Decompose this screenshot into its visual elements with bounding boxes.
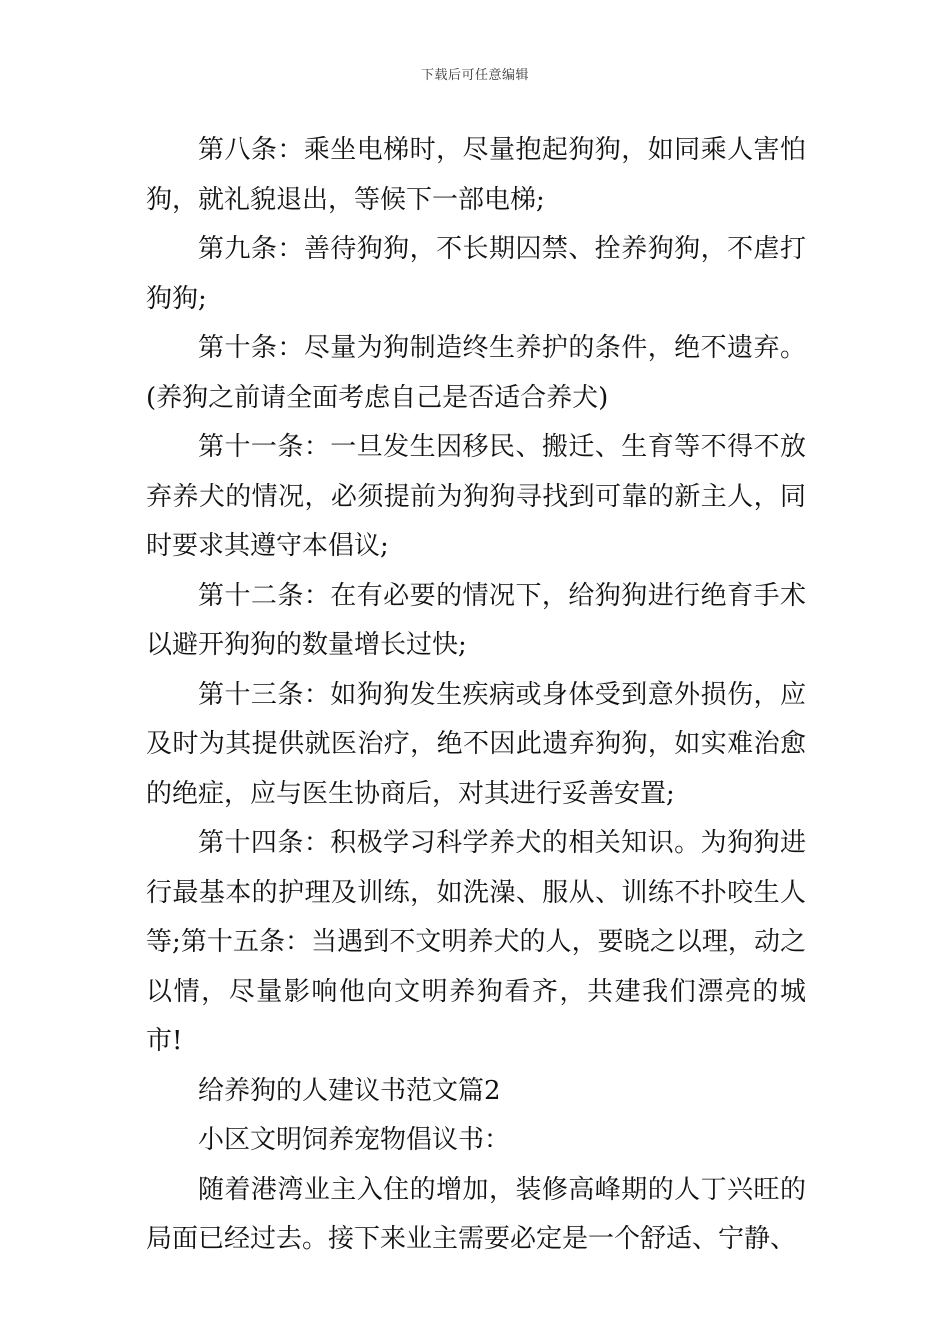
paragraph-intro: 随着港湾业主入住的增加，装修高峰期的人丁兴旺的局面已经过去。接下来业主需要必定是一个舒适、宁静、 <box>146 1174 806 1254</box>
paragraph-article-13: 第十三条：如狗狗发生疾病或身体受到意外损伤，应及时为其提供就医治疗，绝不因此遗弃狗狗，如实难治愈的绝症，应与医生协商后，对其进行妥善安置; <box>146 679 806 809</box>
page-header: 下载后可任意编辑 <box>420 68 529 83</box>
section-heading: 给养狗的人建议书范文篇2 <box>198 1075 501 1106</box>
paragraph-article-12: 第十二条：在有必要的情况下，给狗狗进行绝育手术以避开狗狗的数量增长过快; <box>146 580 806 660</box>
document-body <box>146 126 806 1265</box>
paragraph-article-14-15: 第十四条：积极学习科学养犬的相关知识。为狗狗进行最基本的护理及训练，如洗澡、服从、训练不扑咬生人等;第十五条：当遇到不文明养犬的人，要晓之以理，动之以情，尽量影响他向文明养狗看齐，共建我们漂亮的城市! <box>146 828 806 1056</box>
paragraph-article-10: 第十条：尽量为狗制造终生养护的条件，绝不遗弃。(养狗之前请全面考虑自己是否适合养犬) <box>146 333 806 413</box>
paragraph-article-8: 第八条：乘坐电梯时，尽量抱起狗狗，如同乘人害怕狗，就礼貌退出，等候下一部电梯; <box>146 135 806 215</box>
proposal-title: 小区文明饲养宠物倡议书： <box>198 1125 511 1155</box>
paragraph-article-11: 第十一条：一旦发生因移民、搬迁、生育等不得不放弃养犬的情况，必须提前为狗狗寻找到可靠的新主人，同时要求其遵守本倡议; <box>146 432 806 561</box>
paragraph-article-9: 第九条：善待狗狗，不长期囚禁、拴养狗狗，不虐打狗狗; <box>146 234 806 314</box>
